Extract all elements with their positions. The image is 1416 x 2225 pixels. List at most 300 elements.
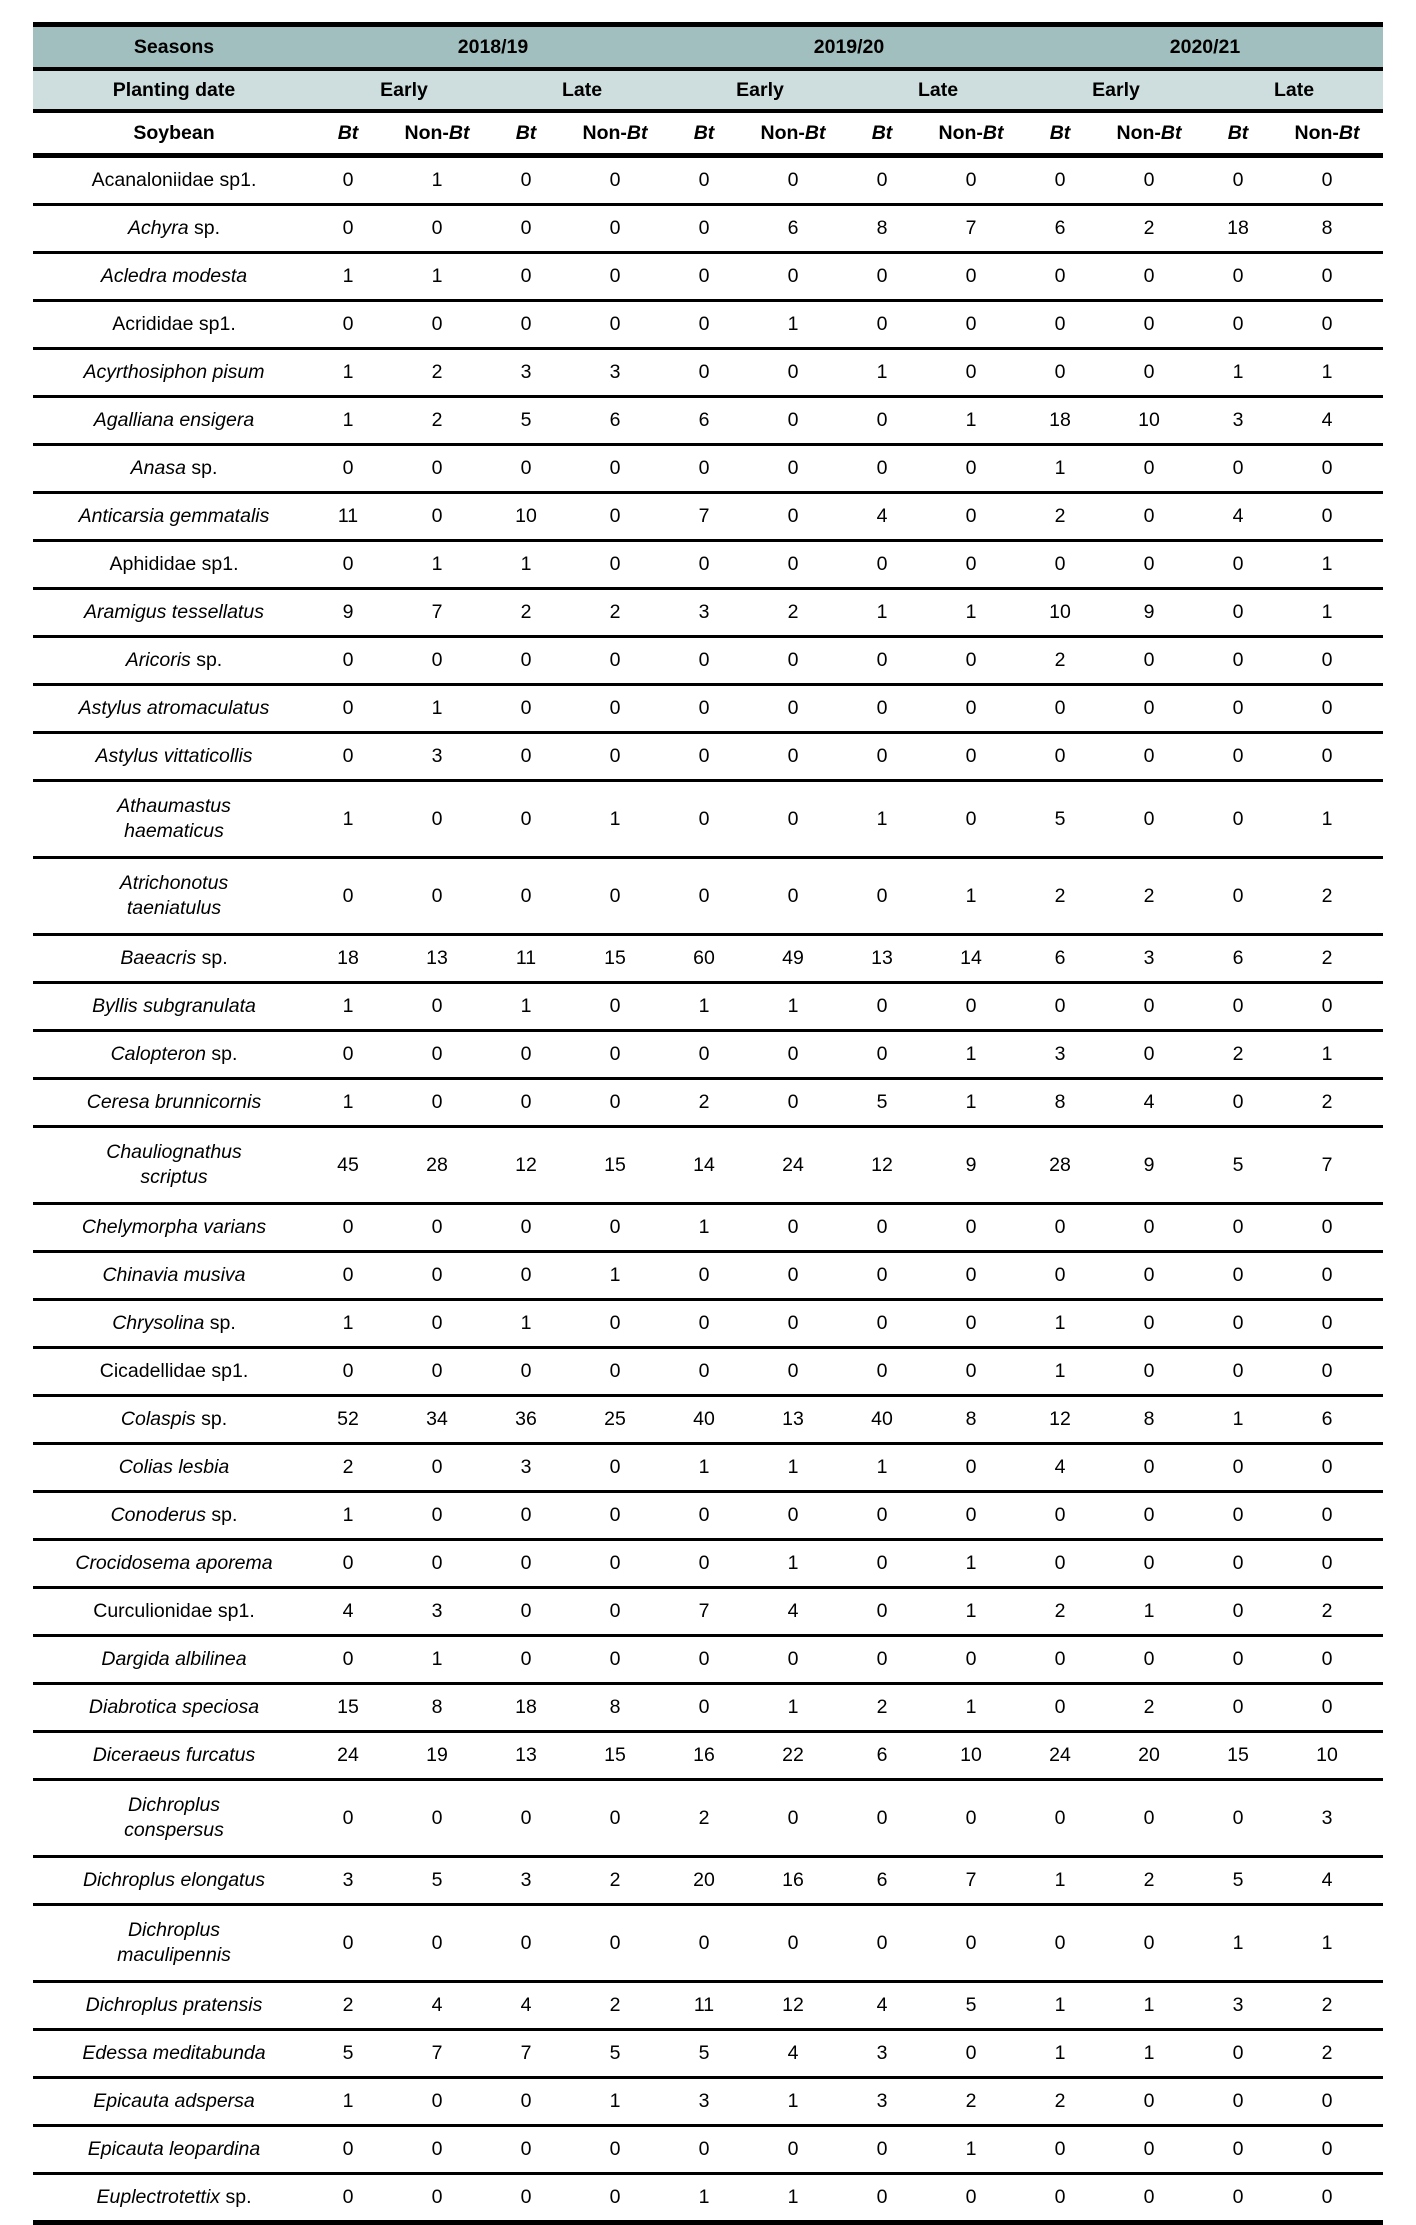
count-cell: 0 [493,2126,559,2174]
count-cell: 0 [849,637,915,685]
species-plain-text: sp. [225,2186,252,2209]
count-cell: 2 [493,589,559,637]
count-cell: 0 [315,445,381,493]
species-italic-text: Ceresa brunnicornis [86,1091,262,1114]
count-cell: 5 [915,1982,1027,2030]
species-italic-text: Euplectrotettix [96,2186,226,2209]
count-cell: 5 [1205,1127,1271,1204]
count-cell: 2 [737,589,849,637]
count-cell: 0 [1093,781,1205,858]
count-cell: 0 [381,1252,493,1300]
count-cell: 1 [915,858,1027,935]
count-cell: 0 [315,1905,381,1982]
count-cell: 0 [737,1780,849,1857]
count-cell: 0 [559,2174,671,2223]
count-cell: 18 [1027,397,1093,445]
count-cell: 1 [915,397,1027,445]
count-cell: 3 [559,349,671,397]
count-cell: 0 [671,156,737,205]
species-name-cell [33,1732,315,1780]
count-cell: 60 [671,935,737,983]
count-cell: 0 [1027,1540,1093,1588]
count-cell: 0 [915,156,1027,205]
table-row [33,935,1383,983]
count-cell: 4 [737,1588,849,1636]
count-cell: 3 [381,733,493,781]
season-2018-19: 2018/19 [315,25,671,70]
species-name-cell [33,2030,315,2078]
count-cell: 5 [493,397,559,445]
species-plain-text: sp. [211,1504,238,1527]
species-name-cell [33,397,315,445]
species-name-cell [33,1780,315,1857]
count-cell: 10 [1027,589,1093,637]
species-italic-text: Calopteron [110,1043,212,1066]
count-cell: 3 [849,2078,915,2126]
bt-text-8: Bt [982,121,1004,144]
count-cell: 0 [559,445,671,493]
count-cell: 2 [1093,205,1205,253]
count-cell: 2 [1271,1982,1383,2030]
species-name-cell [33,253,315,301]
count-cell: 1 [381,541,493,589]
count-cell: 0 [915,301,1027,349]
count-cell: 0 [493,2078,559,2126]
count-cell: 7 [381,2030,493,2078]
count-cell: 9 [915,1127,1027,1204]
count-cell: 0 [849,1780,915,1857]
count-cell: 0 [493,156,559,205]
count-cell: 1 [915,1540,1027,1588]
planting-date-label: Planting date [33,69,315,111]
count-cell: 16 [737,1857,849,1905]
count-cell: 0 [915,2174,1027,2223]
count-cell: 6 [849,1857,915,1905]
count-cell: 6 [737,205,849,253]
count-cell: 0 [1093,1540,1205,1588]
count-cell: 45 [315,1127,381,1204]
count-cell: 0 [1271,156,1383,205]
count-cell: 1 [315,1492,381,1540]
species-italic-text: Baeacris [120,947,202,970]
table-row [33,983,1383,1031]
species-name-cell [33,1905,315,1982]
count-cell: 3 [671,2078,737,2126]
count-cell: 2 [1271,1079,1383,1127]
count-cell: 7 [915,205,1027,253]
table-row [33,1492,1383,1540]
count-cell: 0 [737,781,849,858]
count-cell: 0 [671,1636,737,1684]
count-cell: 0 [671,1300,737,1348]
season-2020-21: 2020/21 [1027,25,1383,70]
count-cell: 25 [559,1396,671,1444]
count-cell: 0 [849,1636,915,1684]
species-name-cell [33,1396,315,1444]
table-row [33,1636,1383,1684]
count-cell: 0 [559,493,671,541]
table-row [33,1444,1383,1492]
count-cell: 5 [1027,781,1093,858]
soybean-type-10 [1093,111,1205,156]
count-cell: 7 [381,589,493,637]
species-italic-text: Chrysolina [112,1312,210,1335]
table-header [33,25,1383,156]
count-cell: 0 [559,301,671,349]
count-cell: 0 [849,1905,915,1982]
count-cell: 3 [493,349,559,397]
species-italic-text: Diabrotica speciosa [88,1696,260,1719]
count-cell: 1 [315,253,381,301]
species-italic-text: scriptus [140,1166,208,1188]
count-cell: 0 [493,2174,559,2223]
non-prefix-4: Non- [582,121,627,144]
count-cell: 1 [493,1300,559,1348]
bt-text-2: Bt [448,121,470,144]
count-cell: 40 [671,1396,737,1444]
table-row [33,1780,1383,1857]
count-cell: 1 [849,781,915,858]
count-cell: 0 [559,1492,671,1540]
count-cell: 0 [671,733,737,781]
count-cell: 0 [1271,1684,1383,1732]
species-italic-text: Acyrthosiphon pisum [83,361,265,384]
count-cell: 0 [849,301,915,349]
count-cell: 9 [1093,1127,1205,1204]
count-cell: 2 [1093,1684,1205,1732]
count-cell: 1 [737,1684,849,1732]
count-cell: 0 [493,1031,559,1079]
count-cell: 0 [315,733,381,781]
species-plain-text: sp. [201,947,228,970]
count-cell: 1 [381,1636,493,1684]
count-cell: 0 [737,397,849,445]
count-cell: 0 [315,541,381,589]
count-cell: 0 [493,685,559,733]
count-cell: 1 [737,301,849,349]
count-cell: 3 [493,1857,559,1905]
count-cell: 0 [915,1636,1027,1684]
count-cell: 7 [915,1857,1027,1905]
species-italic-text: Epicauta leopardina [87,2138,261,2161]
count-cell: 0 [849,858,915,935]
count-cell: 13 [381,935,493,983]
species-plain-text: Acrididae sp1. [112,313,236,336]
count-cell: 3 [1205,397,1271,445]
count-cell: 24 [1027,1732,1093,1780]
count-cell: 0 [315,1348,381,1396]
count-cell: 1 [559,2078,671,2126]
species-name-cell [33,1300,315,1348]
count-cell: 0 [849,541,915,589]
count-cell: 0 [849,685,915,733]
count-cell: 0 [1205,1079,1271,1127]
count-cell: 0 [915,1204,1027,1252]
count-cell: 3 [381,1588,493,1636]
bt-text-6: Bt [804,121,826,144]
species-name-cell [33,1444,315,1492]
count-cell: 4 [315,1588,381,1636]
count-cell: 0 [1027,1252,1093,1300]
table-row [33,858,1383,935]
count-cell: 1 [671,1204,737,1252]
table-row [33,1252,1383,1300]
count-cell: 24 [315,1732,381,1780]
count-cell: 0 [1093,2126,1205,2174]
count-cell: 0 [493,781,559,858]
count-cell: 0 [1093,1300,1205,1348]
count-cell: 1 [315,349,381,397]
count-cell: 0 [671,1905,737,1982]
count-cell: 0 [559,541,671,589]
count-cell: 13 [493,1732,559,1780]
species-name-cell [33,301,315,349]
count-cell: 1 [915,1588,1027,1636]
count-cell: 2 [381,397,493,445]
count-cell: 0 [1027,983,1093,1031]
soybean-type-6 [737,111,849,156]
table-row [33,349,1383,397]
table-row [33,493,1383,541]
count-cell: 2 [1027,493,1093,541]
count-cell: 0 [1271,1252,1383,1300]
count-cell: 1 [671,983,737,1031]
count-cell: 0 [559,156,671,205]
table-row [33,1540,1383,1588]
bt-text-7: Bt [871,121,893,144]
count-cell: 8 [1093,1396,1205,1444]
count-cell: 2 [849,1684,915,1732]
count-cell: 10 [915,1732,1027,1780]
count-cell: 1 [671,2174,737,2223]
count-cell: 0 [1093,1444,1205,1492]
count-cell: 0 [1271,253,1383,301]
count-cell: 1 [915,1079,1027,1127]
count-cell: 0 [671,445,737,493]
count-cell: 0 [315,1204,381,1252]
count-cell: 0 [1027,301,1093,349]
season-2019-20: 2019/20 [671,25,1027,70]
count-cell: 0 [671,685,737,733]
count-cell: 1 [915,1031,1027,1079]
count-cell: 11 [671,1982,737,2030]
count-cell: 13 [737,1396,849,1444]
count-cell: 1 [1027,2030,1093,2078]
species-name-cell [33,493,315,541]
count-cell: 4 [737,2030,849,2078]
count-cell: 0 [1205,1204,1271,1252]
count-cell: 0 [1205,781,1271,858]
count-cell: 0 [671,1348,737,1396]
count-cell: 0 [915,1492,1027,1540]
species-name-cell [33,1857,315,1905]
count-cell: 1 [493,983,559,1031]
count-cell: 0 [559,1540,671,1588]
count-cell: 0 [1027,541,1093,589]
count-cell: 0 [1027,733,1093,781]
count-cell: 0 [559,685,671,733]
count-cell: 0 [315,685,381,733]
count-cell: 0 [849,445,915,493]
count-cell: 0 [1093,1031,1205,1079]
count-cell: 5 [381,1857,493,1905]
species-italic-text: Dargida albilinea [101,1648,247,1671]
species-italic-text: Epicauta adspersa [93,2090,255,2113]
count-cell: 0 [381,1300,493,1348]
count-cell: 0 [559,1905,671,1982]
count-cell: 0 [915,1300,1027,1348]
count-cell: 0 [737,156,849,205]
count-cell: 0 [737,2126,849,2174]
count-cell: 0 [315,637,381,685]
count-cell: 2 [315,1982,381,2030]
count-cell: 0 [915,1444,1027,1492]
count-cell: 0 [915,445,1027,493]
table-row [33,541,1383,589]
count-cell: 0 [315,1252,381,1300]
count-cell: 1 [1271,541,1383,589]
count-cell: 8 [1271,205,1383,253]
bt-text-9: Bt [1049,121,1071,144]
count-cell: 0 [1093,493,1205,541]
count-cell: 4 [1093,1079,1205,1127]
count-cell: 0 [559,1204,671,1252]
species-name-cell [33,1031,315,1079]
count-cell: 6 [1027,205,1093,253]
count-cell: 0 [737,541,849,589]
count-cell: 0 [737,858,849,935]
count-cell: 1 [381,253,493,301]
count-cell: 0 [849,156,915,205]
count-cell: 0 [559,983,671,1031]
count-cell: 0 [737,349,849,397]
count-cell: 0 [671,1492,737,1540]
species-name-cell [33,1348,315,1396]
count-cell: 0 [1027,2126,1093,2174]
count-cell: 6 [1205,935,1271,983]
count-cell: 1 [737,2078,849,2126]
count-cell: 4 [1027,1444,1093,1492]
count-cell: 0 [1271,2078,1383,2126]
count-cell: 5 [671,2030,737,2078]
count-cell: 0 [1093,541,1205,589]
count-cell: 0 [1205,1684,1271,1732]
species-name-cell [33,445,315,493]
count-cell: 0 [381,301,493,349]
count-cell: 0 [493,205,559,253]
count-cell: 0 [381,1079,493,1127]
species-italic-text: Achyra [127,217,195,240]
count-cell: 0 [559,1588,671,1636]
count-cell: 5 [315,2030,381,2078]
count-cell: 22 [737,1732,849,1780]
table-row [33,445,1383,493]
count-cell: 3 [1027,1031,1093,1079]
species-plain-text: Curculionidae sp1. [93,1600,255,1623]
species-name-cell [33,1127,315,1204]
count-cell: 2 [1271,858,1383,935]
count-cell: 0 [1271,2174,1383,2223]
table-row [33,1300,1383,1348]
count-cell: 1 [1027,445,1093,493]
count-cell: 11 [315,493,381,541]
table-row [33,397,1383,445]
species-name-cell [33,156,315,205]
count-cell: 2 [1027,637,1093,685]
count-cell: 0 [849,1348,915,1396]
count-cell: 3 [1205,1982,1271,2030]
count-cell: 1 [1027,1982,1093,2030]
species-italic-text: Aricoris [125,649,197,672]
soybean-type-7 [849,111,915,156]
count-cell: 0 [737,1348,849,1396]
species-italic-text: Dichroplus [127,1919,221,1942]
count-cell: 0 [1271,2126,1383,2174]
species-italic-text: Dichroplus [127,1794,221,1817]
count-cell: 2 [1271,1588,1383,1636]
count-cell: 1 [1093,2030,1205,2078]
non-prefix-12: Non- [1294,121,1339,144]
planting-date-5: Early [1027,69,1205,111]
count-cell: 0 [849,983,915,1031]
species-italic-text: Dichroplus elongatus [82,1869,266,1892]
count-cell: 1 [915,589,1027,637]
count-cell: 2 [1093,1857,1205,1905]
count-cell: 0 [1271,637,1383,685]
count-cell: 6 [1027,935,1093,983]
bt-text-10: Bt [1160,121,1182,144]
table-row [33,1905,1383,1982]
count-cell: 1 [559,1252,671,1300]
count-cell: 0 [1093,349,1205,397]
count-cell: 6 [849,1732,915,1780]
species-name-cell [33,349,315,397]
count-cell: 36 [493,1396,559,1444]
count-cell: 1 [849,349,915,397]
count-cell: 0 [737,445,849,493]
count-cell: 0 [493,1492,559,1540]
species-italic-text: Chinavia musiva [102,1264,246,1287]
count-cell: 52 [315,1396,381,1444]
species-plain-text: sp. [196,649,223,672]
count-cell: 0 [381,2078,493,2126]
non-prefix-8: Non- [938,121,983,144]
count-cell: 1 [1271,349,1383,397]
count-cell: 6 [1271,1396,1383,1444]
count-cell: 0 [559,1444,671,1492]
count-cell: 0 [1027,1636,1093,1684]
species-italic-text: Chelymorpha varians [81,1216,267,1239]
soybean-type-8 [915,111,1027,156]
count-cell: 4 [1205,493,1271,541]
bt-text-12: Bt [1338,121,1360,144]
count-cell: 2 [381,349,493,397]
soybean-header-row [33,111,1383,156]
count-cell: 0 [1271,1204,1383,1252]
count-cell: 1 [559,781,671,858]
count-cell: 0 [315,2174,381,2223]
count-cell: 0 [849,397,915,445]
count-cell: 1 [1205,1905,1271,1982]
count-cell: 0 [915,1348,1027,1396]
count-cell: 0 [737,1300,849,1348]
count-cell: 0 [1205,983,1271,1031]
species-italic-text: conspersus [124,1819,224,1841]
species-name-cell [33,781,315,858]
count-cell: 1 [671,1444,737,1492]
count-cell: 5 [559,2030,671,2078]
count-cell: 6 [671,397,737,445]
